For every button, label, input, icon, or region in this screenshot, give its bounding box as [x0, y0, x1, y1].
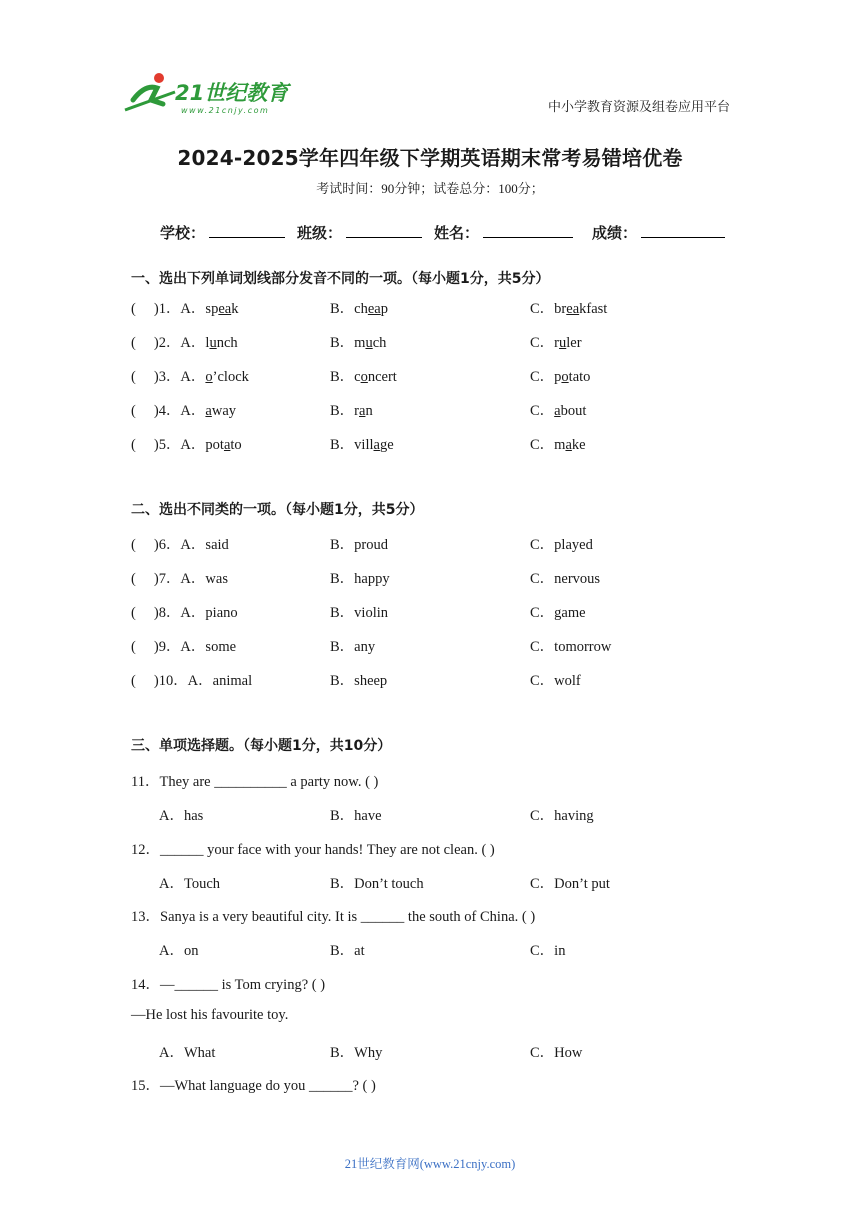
option-c[interactable]: C．game	[530, 605, 586, 621]
option-label: C．	[530, 369, 555, 385]
q13-option-c[interactable]: C．in	[530, 943, 566, 959]
question-number: 9．A．	[158, 639, 206, 655]
question-14-stem: 14．—______ is Tom crying? ( )	[131, 977, 326, 993]
underlined-letters: a	[205, 403, 212, 419]
question-row	[131, 567, 228, 588]
option-c[interactable]	[530, 365, 590, 386]
word-part: way	[211, 403, 237, 419]
word-part: pot	[205, 437, 224, 453]
q12-option-a[interactable]: A．Touch	[159, 876, 221, 892]
option-b[interactable]: B．happy	[330, 571, 390, 587]
option-c[interactable]	[530, 297, 607, 318]
underlined-letters: u	[209, 335, 217, 351]
answer-paren-close: )	[153, 335, 159, 351]
word-part: ncert	[367, 369, 397, 385]
q11-option-c[interactable]: C．having	[530, 808, 594, 824]
class-field[interactable]: 班级：	[297, 222, 422, 243]
school-field[interactable]: 学校：	[160, 222, 285, 243]
word-part: ’clock	[212, 369, 249, 385]
underlined-letters: ea	[566, 301, 580, 317]
option-b[interactable]	[330, 365, 397, 386]
answer-paren-open[interactable]: (	[131, 403, 136, 419]
question-row	[131, 399, 236, 420]
question-row	[131, 669, 252, 690]
word-part: k	[231, 301, 239, 317]
option-c[interactable]	[530, 399, 586, 420]
option-b[interactable]: B．violin	[330, 605, 389, 621]
answer-paren-open[interactable]: (	[131, 369, 136, 385]
answer-paren-close: )	[153, 605, 159, 621]
word-part: sp	[205, 301, 219, 317]
option-a[interactable]: said	[205, 537, 229, 553]
question-row	[131, 433, 242, 454]
word-part: tato	[568, 369, 591, 385]
svg-text:21世纪教育: 21世纪教育	[175, 81, 289, 105]
question-number: 2．A．	[158, 335, 206, 351]
section2-heading: 二、选出不同类的一项。（每小题1分，共5分）	[131, 502, 424, 518]
option-label: C．	[530, 437, 555, 453]
q14-option-a[interactable]: A．What	[159, 1045, 216, 1061]
answer-paren-close: )	[153, 537, 159, 553]
question-11-stem: 11．They are __________ a party now. ( )	[131, 774, 379, 790]
word-part: ch	[372, 335, 387, 351]
word-part: r	[554, 335, 560, 351]
answer-paren-close: )	[153, 403, 159, 419]
underlined-letters: o	[561, 369, 569, 385]
q12-option-c[interactable]: C．Don’t put	[530, 876, 610, 892]
option-b[interactable]	[330, 433, 394, 454]
word-part: n	[365, 403, 373, 419]
question-number: 3．A．	[158, 369, 206, 385]
word-part: ke	[571, 437, 586, 453]
word-part: ge	[379, 437, 394, 453]
option-b[interactable]: B．proud	[330, 537, 388, 553]
question-15-stem: 15．—What language do you ______? ( )	[131, 1078, 376, 1094]
option-a[interactable]: animal	[212, 673, 253, 689]
option-c[interactable]: C．played	[530, 537, 593, 553]
option-c[interactable]	[530, 433, 586, 454]
question-14-reply: —He lost his favourite toy.	[131, 1007, 289, 1023]
option-a[interactable]: piano	[205, 605, 238, 621]
option-a[interactable]	[205, 437, 241, 453]
answer-paren-open[interactable]: (	[131, 571, 136, 587]
word-part: r	[354, 403, 360, 419]
underlined-letters: o	[205, 369, 213, 385]
answer-paren-close: )	[153, 673, 159, 689]
score-field[interactable]: 成绩：	[592, 222, 725, 243]
underlined-letters: a	[373, 437, 380, 453]
word-part: to	[230, 437, 242, 453]
exam-subtitle: 考试时间：90分钟；试卷总分：100分；	[316, 181, 544, 196]
question-number: 4．A．	[158, 403, 206, 419]
option-b[interactable]	[330, 297, 388, 318]
question-row	[131, 365, 249, 386]
word-part: m	[554, 437, 566, 453]
underlined-letters: a	[359, 403, 366, 419]
underlined-letters: ea	[367, 301, 381, 317]
word-part: kfast	[579, 301, 608, 317]
question-number: 10．A．	[158, 673, 213, 689]
answer-paren-open[interactable]: (	[131, 673, 136, 689]
q11-option-a[interactable]: A．has	[159, 808, 204, 824]
name-field[interactable]: 姓名：	[434, 222, 573, 243]
word-part: bout	[560, 403, 587, 419]
answer-paren-close: )	[153, 437, 159, 453]
answer-paren-open[interactable]: (	[131, 437, 136, 453]
option-b[interactable]: B．sheep	[330, 673, 388, 689]
underlined-letters: ea	[218, 301, 232, 317]
word-part: br	[554, 301, 567, 317]
option-a[interactable]	[205, 335, 237, 351]
question-number: 1．A．	[158, 301, 206, 317]
question-row	[131, 331, 238, 352]
word-part: ch	[354, 301, 368, 317]
option-c[interactable]: C．tomorrow	[530, 639, 612, 655]
word-part: p	[554, 369, 562, 385]
question-number: 6．A．	[158, 537, 206, 553]
underlined-letters: u	[365, 335, 373, 351]
option-label: B．	[330, 335, 355, 351]
underlined-letters: o	[360, 369, 368, 385]
word-part: c	[354, 369, 361, 385]
underlined-letters: a	[554, 403, 561, 419]
option-label: B．	[330, 301, 355, 317]
answer-paren-close: )	[153, 369, 159, 385]
word-part: nch	[216, 335, 238, 351]
q13-option-a[interactable]: A．on	[159, 943, 199, 959]
underlined-letters: a	[223, 437, 231, 453]
question-12-stem: 12．______ your face with your hands! They are not clean. ( )	[131, 842, 495, 858]
footer-text: 21世纪教育网(www.21cnjy.com)	[344, 1157, 516, 1171]
option-a[interactable]: was	[205, 571, 228, 587]
question-number: 7．A．	[158, 571, 206, 587]
underlined-letters: a	[565, 437, 572, 453]
platform-name: 中小学教育资源及组卷应用平台	[547, 99, 730, 114]
answer-paren-open[interactable]: (	[131, 335, 136, 351]
word-part: vill	[354, 437, 374, 453]
word-part: m	[354, 335, 366, 351]
option-label: B．	[330, 403, 355, 419]
question-row	[131, 533, 229, 554]
option-c[interactable]	[530, 331, 582, 352]
question-row	[131, 297, 238, 318]
option-b[interactable]: B．any	[330, 639, 376, 655]
word-part: ler	[566, 335, 582, 351]
option-b[interactable]	[330, 331, 386, 352]
answer-paren-open[interactable]: (	[131, 605, 136, 621]
svg-text:www.21cnjy.com: www.21cnjy.com	[181, 106, 270, 115]
question-number: 8．A．	[158, 605, 206, 621]
option-a[interactable]	[205, 369, 248, 385]
word-part: p	[380, 301, 388, 317]
q14-option-c[interactable]: C．How	[530, 1045, 583, 1061]
option-a[interactable]	[205, 301, 238, 317]
question-number: 5．A．	[158, 437, 206, 453]
option-label: B．	[330, 437, 355, 453]
option-b[interactable]	[330, 399, 373, 420]
answer-paren-open[interactable]: (	[131, 301, 136, 317]
word-part: l	[205, 335, 210, 351]
option-label: C．	[530, 301, 555, 317]
answer-paren-close: )	[153, 639, 159, 655]
option-c[interactable]: C．nervous	[530, 571, 601, 587]
answer-paren-close: )	[153, 571, 159, 587]
option-label: C．	[530, 403, 555, 419]
option-label: B．	[330, 369, 355, 385]
underlined-letters: u	[559, 335, 567, 351]
section1-heading: 一、选出下列单词划线部分发音不同的一项。（每小题1分，共5分）	[131, 271, 550, 287]
option-c[interactable]: C．wolf	[530, 673, 581, 689]
question-row	[131, 635, 236, 656]
answer-paren-open[interactable]: (	[131, 537, 136, 553]
q12-option-b[interactable]: B．Don’t touch	[330, 876, 424, 892]
option-a[interactable]: some	[205, 639, 237, 655]
section3-heading: 三、单项选择题。（每小题1分，共10分）	[131, 738, 392, 754]
question-13-stem: 13．Sanya is a very beautiful city. It is ______ the south of China. ( )	[131, 909, 536, 925]
answer-paren-close: )	[153, 301, 159, 317]
q11-option-b[interactable]: B．have	[330, 808, 382, 824]
q14-option-b[interactable]: B．Why	[330, 1045, 383, 1061]
option-label: C．	[530, 335, 555, 351]
question-row	[131, 601, 238, 622]
q13-option-b[interactable]: B．at	[330, 943, 365, 959]
page-title: 2024-2025学年四年级下学期英语期末常考易错培优卷	[177, 146, 683, 170]
runner-logo-icon	[123, 70, 293, 116]
answer-paren-open[interactable]: (	[131, 639, 136, 655]
option-a[interactable]	[205, 403, 236, 419]
logo	[123, 70, 293, 116]
